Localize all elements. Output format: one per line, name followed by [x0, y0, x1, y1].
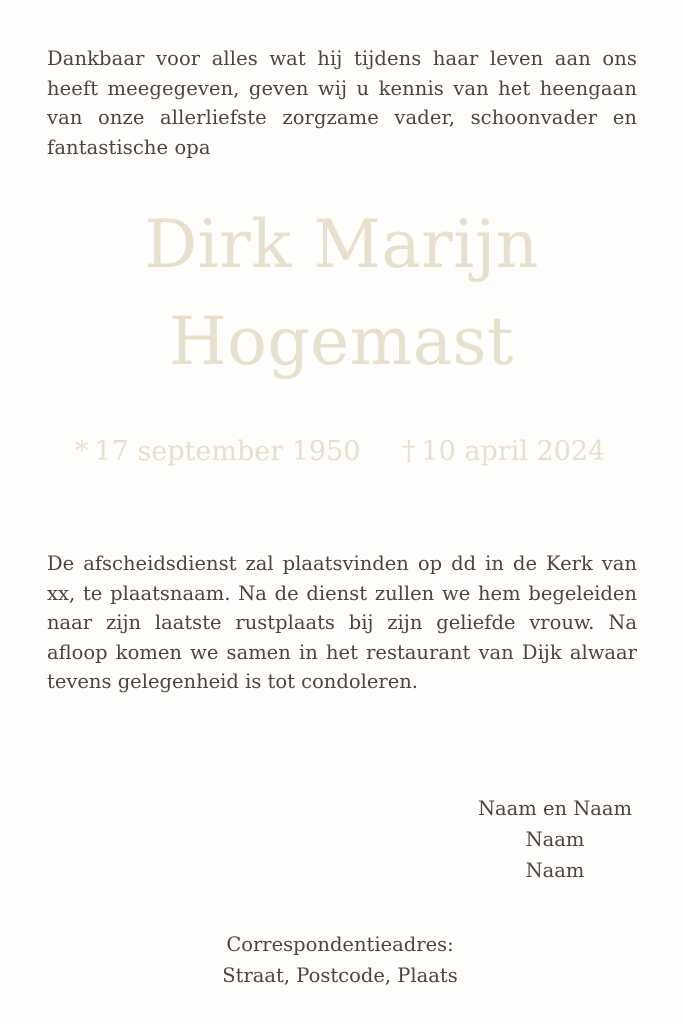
- birth-symbol-icon: *: [75, 436, 89, 467]
- death-date: 10 april 2024: [421, 436, 606, 467]
- correspondence-address: [190, 929, 490, 991]
- birth-date: 17 september 1950: [94, 436, 361, 467]
- correspondence-address-line: Straat, Postcode, Plaats: [222, 964, 458, 987]
- birth-date-line: [75, 434, 360, 470]
- deceased-first-names: Dirk Marijn: [144, 206, 539, 283]
- intro-paragraph: Dankbaar voor alles wat hij tijdens haar leven aan ons heeft meegegeven, geven wij u kennis van het heengaan van onze allerliefste zorgzame vader, schoonvader en fantastische opa: [47, 47, 637, 159]
- deceased-last-name: Hogemast: [169, 303, 514, 380]
- service-paragraph: De afscheidsdienst zal plaatsvinden op dd in de Kerk van xx, te plaatsnaam. Na de dienst zullen we hem begeleiden naar zijn laatste rustplaats bij zijn geliefde vrouw. Na afloop komen we samen in het restaurant van Dijk alwaar tevens gelegenheid is tot condoleren.: [47, 552, 637, 693]
- signatory-line-1: Naam en Naam: [477, 797, 633, 820]
- death-date-line: [402, 434, 605, 470]
- cross-icon: †: [402, 436, 416, 467]
- correspondence-label: Correspondentieadres:: [226, 933, 454, 956]
- signatories: [450, 793, 660, 886]
- signatory-line-2: Naam: [525, 828, 585, 851]
- signatory-line-3: Naam: [525, 859, 585, 882]
